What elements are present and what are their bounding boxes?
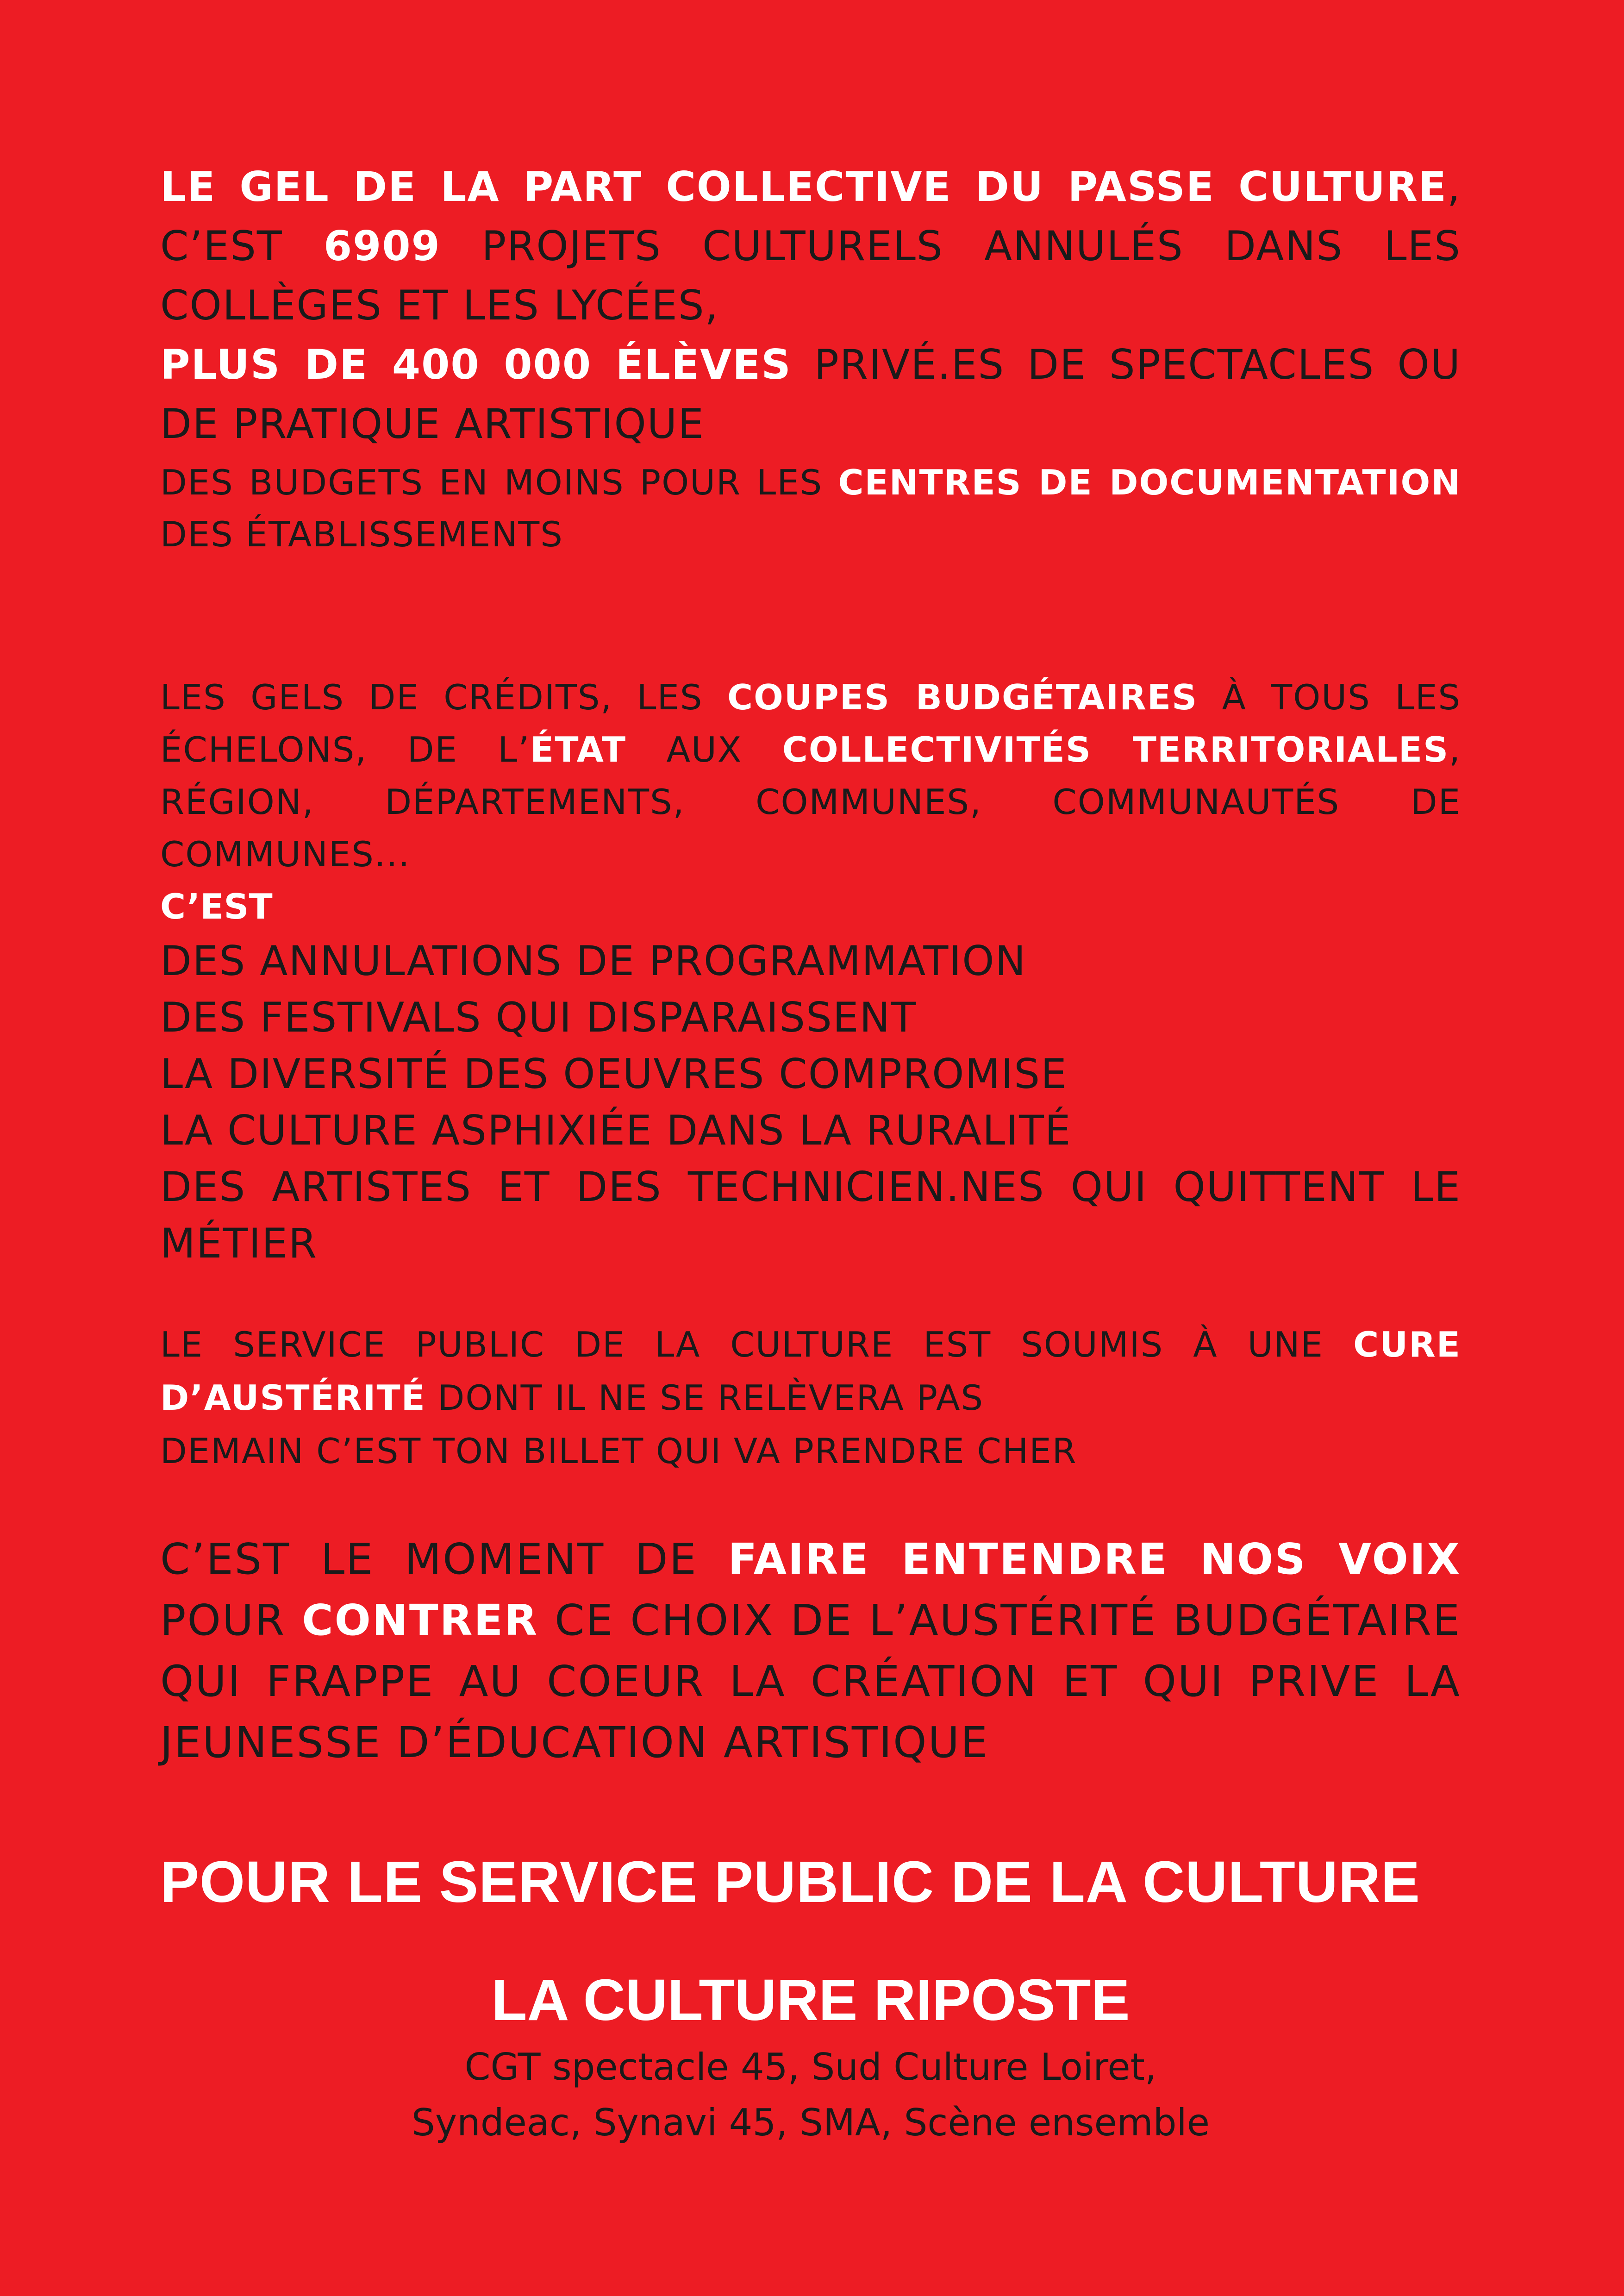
call-to-action-paragraph [160,1529,1461,1773]
flyer-content [160,157,1461,2151]
organizations [160,2039,1461,2151]
body-text: DES ÉTABLISSEMENTS [160,514,563,555]
slogan-heading: POUR LE SERVICE PUBLIC DE LA CULTURE [160,1849,1420,1914]
list-item: LA DIVERSITÉ DES OEUVRES COMPROMISE [160,1050,1068,1098]
body-text: C’EST LE MOMENT DE [160,1534,728,1584]
body-text: CE CHOIX DE L’AUSTÉRITÉ BUDGÉTAIRE QUI FRAPPE AU COEUR LA CRÉATION ET QUI PRIVE LA JEUNESSE D’ÉDUCATION ARTISTIQUE [160,1595,1461,1767]
body-text: DEMAIN C’EST TON BILLET QUI VA PRENDRE CHER [160,1431,1077,1471]
intro-paragraph [160,157,1461,454]
body-text: PRIVÉ.ES DE SPECTACLES OU DE PRATIQUE ARTISTIQUE [160,341,1461,448]
riposte-heading: LA CULTURE RIPOSTE [491,1967,1130,2033]
highlight-text: PLUS DE 400 000 ÉLÈVES [160,341,792,388]
body-text: DES BUDGETS EN MOINS POUR LES [160,462,838,503]
body-text: POUR [160,1595,302,1645]
body-text: LES GELS DE CRÉDITS, LES [160,677,728,718]
body-text: DONT IL NE SE RELÈVERA PAS [425,1377,984,1418]
body-text: , RÉGION, DÉPARTEMENTS, COMMUNES, COMMUNAUTÉS DE COMMUNES... [160,729,1461,875]
list-item: LA CULTURE ASPHIXIÉE DANS LA RURALITÉ [160,1107,1072,1154]
body-text: PROJETS CULTURELS ANNULÉS DANS LES COLLÈGES ET LES LYCÉES, [160,222,1461,329]
body-text: , C’EST [160,163,1461,270]
c-est-heading: C’EST [160,886,273,927]
austerity-paragraph [160,1318,1461,1478]
highlight-text: COLLECTIVITÉS TERRITORIALES [782,729,1449,770]
highlight-text: CONTRER [302,1595,539,1645]
highlight-text: COUPES BUDGÉTAIRES [727,677,1198,718]
list-item: DES ANNULATIONS DE PROGRAMMATION [160,937,1027,985]
credits-paragraph [160,671,1461,881]
body-text: AUX [626,729,782,770]
organizations-line: CGT spectacle 45, Sud Culture Loiret, [464,2046,1157,2089]
highlight-text: FAIRE ENTENDRE NOS VOIX [728,1534,1461,1584]
highlight-text: LE GEL DE LA PART COLLECTIVE DU PASSE CULTURE [160,163,1448,211]
body-text: LE SERVICE PUBLIC DE LA CULTURE EST SOUMIS À UNE [160,1324,1354,1365]
highlight-text: CENTRES DE DOCUMENTATION [838,462,1461,503]
highlight-text: 6909 [323,222,441,270]
highlight-text: ÉTAT [530,729,627,770]
organizations-line: Syndeac, Synavi 45, SMA, Scène ensemble [412,2101,1210,2144]
highlight-text: CURE D’AUSTÉRITÉ [160,1324,1461,1418]
budget-paragraph [160,457,1461,560]
consequences-list [160,933,1461,1272]
list-item: DES ARTISTES ET DES TECHNICIEN.NES QUI QUITTENT LE MÉTIER [160,1163,1461,1267]
body-text: À TOUS LES ÉCHELONS, DE L’ [160,677,1461,770]
list-item: DES FESTIVALS QUI DISPARAISSENT [160,994,917,1041]
